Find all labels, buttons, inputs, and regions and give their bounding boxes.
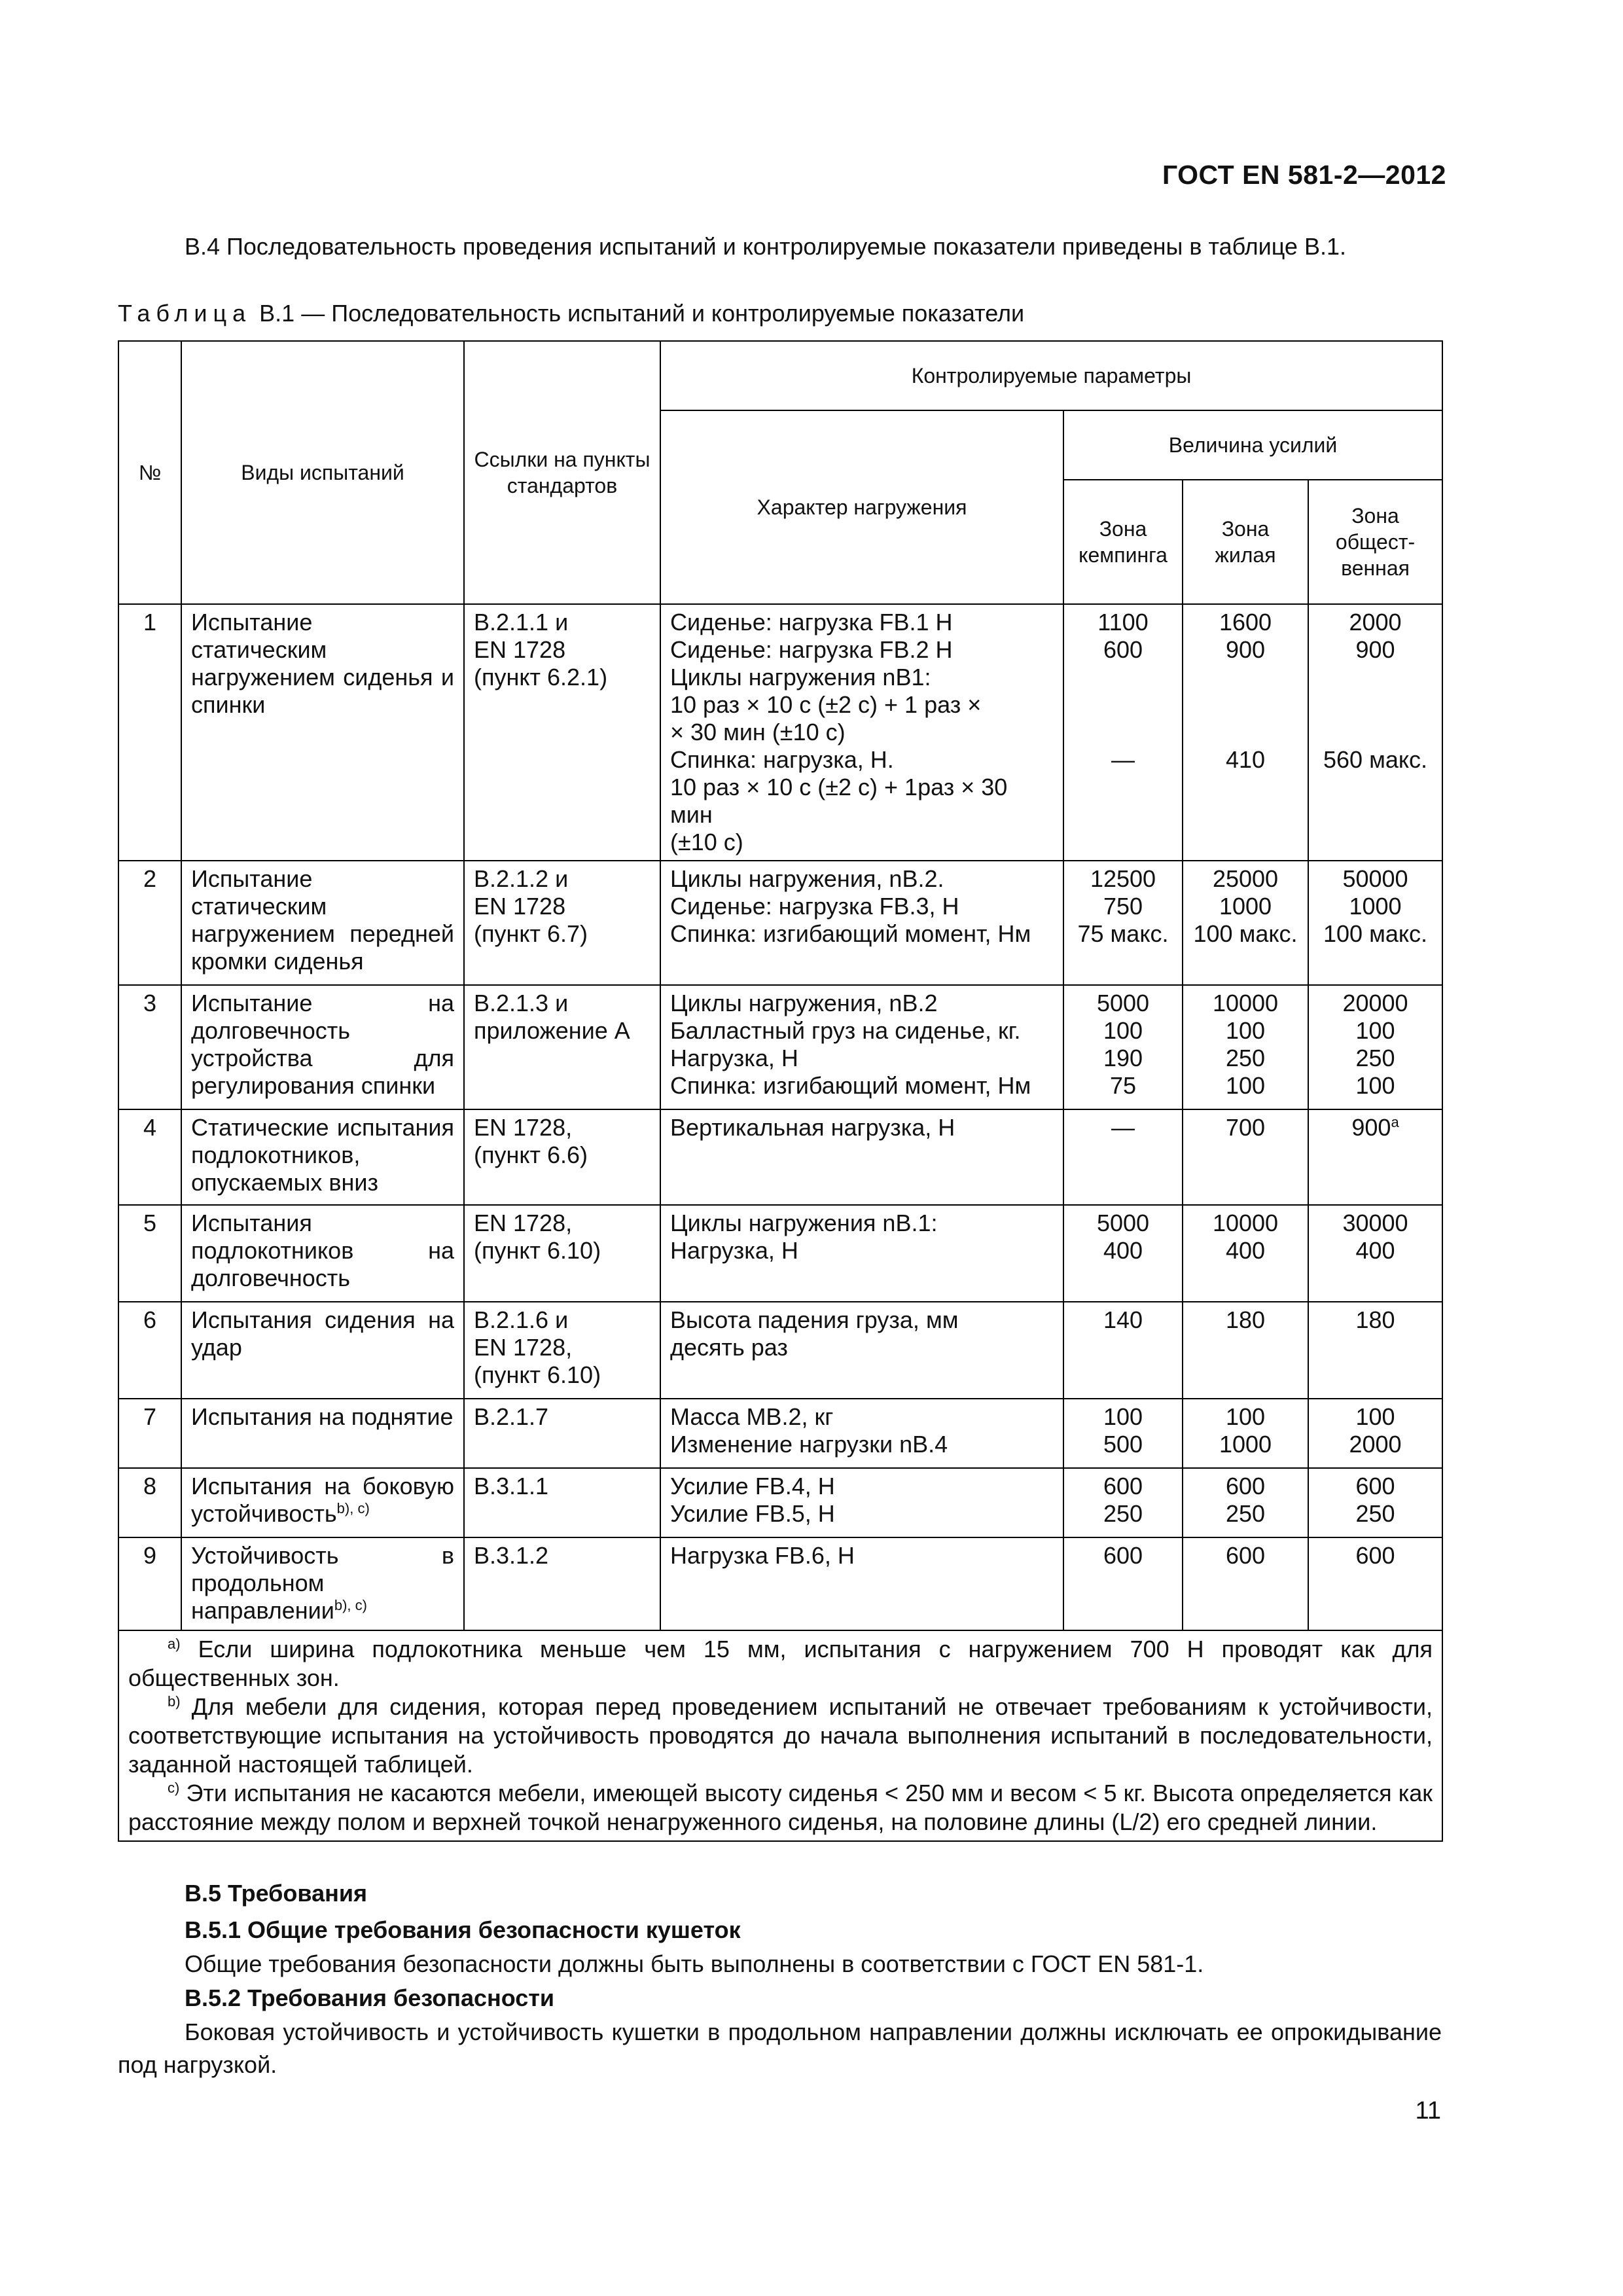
row-num: 3 <box>118 985 181 1109</box>
row-test-type: Испытание статическим нагружением передней кромки сиденья <box>181 861 464 985</box>
row-loading: Циклы нагружения, nВ.2 Балластный груз на сиденье, кг. Нагрузка, Н Спинка: изгибающий момент, Нм <box>660 985 1063 1109</box>
section-heading-b51: В.5.1 Общие требования безопасности кушеток <box>185 1916 741 1943</box>
row-zone-camping: 5000 400 <box>1063 1205 1183 1302</box>
caption-label: Таблица <box>118 300 252 327</box>
row-refs: В.2.1.3 и приложение А <box>464 985 660 1109</box>
row-loading: Вертикальная нагрузка, Н <box>660 1109 1063 1205</box>
row-zone-living: 25000 1000 100 макс. <box>1183 861 1308 985</box>
row-test-type: Испытания подлокотников на долговечность <box>181 1205 464 1302</box>
row-zone-camping: 12500 750 75 макс. <box>1063 861 1183 985</box>
tests-table <box>118 340 1443 1842</box>
table-row <box>118 1537 1442 1630</box>
row-zone-public: 180 <box>1308 1302 1442 1399</box>
footnote-mark: b), c) <box>336 1500 370 1516</box>
row-test-type: Испытания сидения на удар <box>181 1302 464 1399</box>
row-refs: В.2.1.7 <box>464 1399 660 1468</box>
row-num: 5 <box>118 1205 181 1302</box>
row-zone-living: 1600 900 410 <box>1183 604 1308 861</box>
section-heading-b5: В.5 Требования <box>185 1880 367 1907</box>
row-zone-public: $900^а$ <box>1308 1109 1442 1205</box>
caption-text: В.1 — Последовательность испытаний и контролируемые показатели <box>259 300 1025 327</box>
row-num: 7 <box>118 1399 181 1468</box>
row-num: 9 <box>118 1537 181 1630</box>
row-refs: EN 1728, (пункт 6.6) <box>464 1109 660 1205</box>
row-zone-camping: 1100 600 — <box>1063 604 1183 861</box>
header-zone-public: Зона общест-венная <box>1308 480 1442 604</box>
table-row <box>118 861 1442 985</box>
intro-paragraph: В.4 Последовательность проведения испытаний и контролируемые показатели приведены в таблице В.1. <box>185 233 1346 260</box>
row-test-type: Устойчивость в продольном направлении$^{b), c)}$ <box>181 1537 464 1630</box>
table-row <box>118 1399 1442 1468</box>
row-test-type: Испытания на поднятие <box>181 1399 464 1468</box>
row-zone-public: 50000 1000 100 макс. <box>1308 861 1442 985</box>
row-refs: В.3.1.2 <box>464 1537 660 1630</box>
footnote-mark: b), c) <box>334 1597 367 1613</box>
page-number: 11 <box>1415 2097 1441 2125</box>
row-zone-public: 100 2000 <box>1308 1399 1442 1468</box>
row-zone-living: 600 <box>1183 1537 1308 1630</box>
row-zone-public: 600 250 <box>1308 1468 1442 1537</box>
table-row <box>118 1302 1442 1399</box>
header-num: № <box>118 341 181 604</box>
row-refs: В.3.1.1 <box>464 1468 660 1537</box>
table-row <box>118 1468 1442 1537</box>
table-notes <box>118 1630 1442 1841</box>
row-zone-camping: 5000 100 190 75 <box>1063 985 1183 1109</box>
row-zone-camping: — <box>1063 1109 1183 1205</box>
row-zone-living: 10000 100 250 100 <box>1183 985 1308 1109</box>
row-zone-public: 20000 100 250 100 <box>1308 985 1442 1109</box>
header-refs: Ссылки на пункты стандартов <box>464 341 660 604</box>
section-text-b51: Общие требования безопасности должны быть выполнены в соответствии с ГОСТ EN 581-1. <box>185 1950 1204 1977</box>
header-test-type: Виды испытаний <box>181 341 464 604</box>
table-row <box>118 1109 1442 1205</box>
row-zone-camping: 100 500 <box>1063 1399 1183 1468</box>
row-test-type: Статические испытания подлокотников, опускаемых вниз <box>181 1109 464 1205</box>
row-num: 4 <box>118 1109 181 1205</box>
row-refs: В.2.1.2 и EN 1728 (пункт 6.7) <box>464 861 660 985</box>
row-zone-living: 180 <box>1183 1302 1308 1399</box>
row-num: 8 <box>118 1468 181 1537</box>
row-zone-camping: 600 <box>1063 1537 1183 1630</box>
row-refs: В.2.1.1 и EN 1728 (пункт 6.2.1) <box>464 604 660 861</box>
footnote-a: $^{а)}$ Если ширина подлокотника меньше чем 15 мм, испытания с нагружением 700 Н проводят как для общественных зон. <box>128 1636 1433 1691</box>
row-loading: Масса MВ.2, кг Изменение нагрузки nВ.4 <box>660 1399 1063 1468</box>
row-loading: Циклы нагружения, nВ.2. Сиденье: нагрузка FВ.3, Н Спинка: изгибающий момент, Нм <box>660 861 1063 985</box>
row-loading: Высота падения груза, мм десять раз <box>660 1302 1063 1399</box>
footnote-b: $^{b)}$ Для мебели для сидения, которая перед проведением испытаний не отвечает требованиям к устойчивости, соответствующие испытания на устойчивость проводятся до начала выполнения испытаний в последовательности, заданной настоящей таблицей. <box>128 1693 1433 1778</box>
document-header: ГОСТ EN 581-2—2012 <box>1162 160 1446 190</box>
row-refs: В.2.1.6 и EN 1728, (пункт 6.10) <box>464 1302 660 1399</box>
header-loading: Характер нагружения <box>660 410 1063 604</box>
row-loading: Циклы нагружения nВ.1: Нагрузка, Н <box>660 1205 1063 1302</box>
table-caption <box>118 300 1024 327</box>
row-zone-living: 100 1000 <box>1183 1399 1308 1468</box>
section-text-b52: Боковая устойчивость и устойчивость кушетки в продольном направлении должны исключать ее опрокидывание под нагрузкой. <box>118 2018 1442 2078</box>
header-zone-camping: Зона кемпинга <box>1063 480 1183 604</box>
table-row <box>118 985 1442 1109</box>
row-zone-living: 10000 400 <box>1183 1205 1308 1302</box>
row-test-type: Испытания на боковую устойчивость$^{b), c)}$ <box>181 1468 464 1537</box>
section-heading-b52: В.5.2 Требования безопасности <box>185 1984 555 2011</box>
row-loading: Сиденье: нагрузка FВ.1 Н Сиденье: нагрузка FВ.2 Н Циклы нагружения nВ1: 10 раз × 10 с (±2 с) + 1 раз × × 30 мин (±10 с) Спинка: нагрузка, Н. 10 раз × 10 с (±2 с) + 1раз × 30 мин (±10 с) <box>660 604 1063 861</box>
row-zone-public: 2000 900 560 макс. <box>1308 604 1442 861</box>
table-row <box>118 604 1442 861</box>
row-test-type: Испытание на долговечность устройства для регулирования спинки <box>181 985 464 1109</box>
row-refs: EN 1728, (пункт 6.10) <box>464 1205 660 1302</box>
row-num: 6 <box>118 1302 181 1399</box>
row-loading: Усилие FВ.4, Н Усилие FВ.5, Н <box>660 1468 1063 1537</box>
row-test-type: Испытание статическим нагружением сиденья и спинки <box>181 604 464 861</box>
row-num: 1 <box>118 604 181 861</box>
row-zone-public: 600 <box>1308 1537 1442 1630</box>
row-loading: Нагрузка FВ.6, Н <box>660 1537 1063 1630</box>
table-row <box>118 1205 1442 1302</box>
row-zone-camping: 140 <box>1063 1302 1183 1399</box>
header-forces: Величина усилий <box>1063 410 1442 480</box>
footnote-mark: а <box>1391 1114 1399 1130</box>
header-controlled: Контролируемые параметры <box>660 341 1442 410</box>
row-zone-living: 700 <box>1183 1109 1308 1205</box>
row-zone-camping: 600 250 <box>1063 1468 1183 1537</box>
row-num: 2 <box>118 861 181 985</box>
row-zone-living: 600 250 <box>1183 1468 1308 1537</box>
footnote-c: $^{c)}$ Эти испытания не касаются мебели, имеющей высоту сиденья < 250 мм и весом < 5 кг. Высота определяется как расстояние между полом и верхней точкой ненагруженного сиденья, на половине длины (L/2) его средней линии. <box>128 1780 1433 1835</box>
row-zone-public: 30000 400 <box>1308 1205 1442 1302</box>
header-zone-living: Зона жилая <box>1183 480 1308 604</box>
